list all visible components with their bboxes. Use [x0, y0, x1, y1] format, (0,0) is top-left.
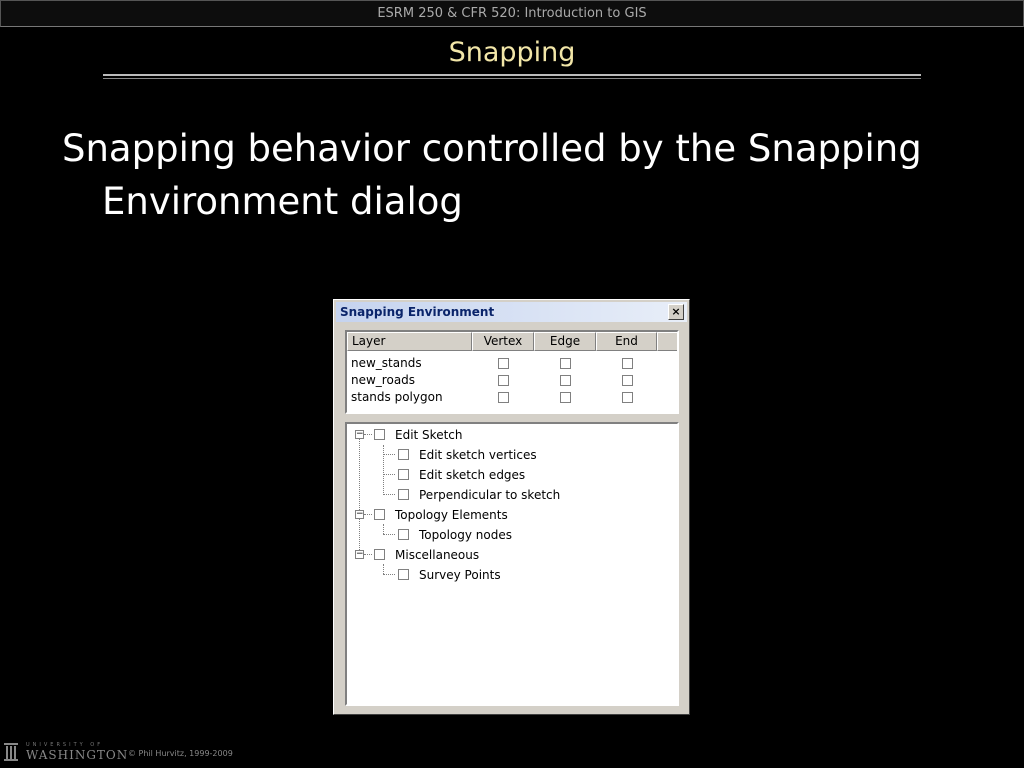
bullet-text — [62, 122, 962, 228]
tree-branch-line — [383, 574, 395, 575]
tree-branch-line — [383, 454, 395, 455]
university-name: WASHINGTON — [26, 748, 129, 762]
vertex-checkbox[interactable] — [498, 358, 509, 369]
dialog-titlebar[interactable] — [336, 302, 687, 322]
tree-branch-line — [383, 524, 384, 534]
tree-label-edit-sketch-vertices: Edit sketch vertices — [419, 448, 537, 462]
column-header-layer[interactable]: Layer — [347, 332, 472, 351]
column-header-end[interactable]: End — [596, 332, 657, 351]
tree-label-edit-sketch-edges: Edit sketch edges — [419, 468, 526, 482]
snapping-tree — [345, 422, 679, 706]
layer-name: stands polygon — [351, 390, 443, 404]
end-checkbox[interactable] — [622, 358, 633, 369]
course-header: ESRM 250 & CFR 520: Introduction to GIS — [0, 0, 1024, 27]
tree-branch-line — [364, 514, 372, 515]
collapse-icon[interactable]: − — [356, 429, 364, 439]
tree-branch-line — [383, 474, 395, 475]
title-divider — [103, 74, 921, 76]
tree-branch-line — [383, 494, 395, 495]
end-checkbox[interactable] — [622, 375, 633, 386]
layer-name: new_roads — [351, 373, 416, 387]
close-icon: × — [671, 305, 681, 318]
bullet-line-2: Environment dialog — [102, 180, 463, 223]
collapse-icon[interactable]: − — [356, 549, 364, 559]
collapse-icon[interactable]: − — [356, 509, 364, 519]
topology-nodes-checkbox[interactable] — [398, 529, 409, 540]
tree-root-line — [359, 438, 360, 556]
edit-sketch-edges-checkbox[interactable] — [398, 469, 409, 480]
university-column-icon — [4, 742, 18, 762]
dialog-title: Snapping Environment — [340, 305, 495, 319]
close-button[interactable] — [668, 304, 684, 320]
edge-checkbox[interactable] — [560, 375, 571, 386]
tree-label-miscellaneous: Miscellaneous — [395, 548, 480, 562]
end-checkbox[interactable] — [622, 392, 633, 403]
university-small-text: UNIVERSITY OF — [26, 742, 104, 748]
edit-sketch-vertices-checkbox[interactable] — [398, 449, 409, 460]
tree-label-edit-sketch: Edit Sketch — [395, 428, 463, 442]
edge-checkbox[interactable] — [560, 392, 571, 403]
tree-label-survey-points: Survey Points — [419, 568, 501, 582]
tree-label-topology-elements: Topology Elements — [395, 508, 508, 522]
slide-title: Snapping — [448, 37, 576, 68]
miscellaneous-checkbox[interactable] — [374, 549, 385, 560]
tree-branch-line — [383, 534, 395, 535]
vertex-checkbox[interactable] — [498, 392, 509, 403]
tree-branch-line — [364, 554, 372, 555]
tree-branch-line — [383, 445, 384, 495]
table-row — [347, 372, 677, 389]
copyright-text: © Phil Hurvitz, 1999-2009 — [128, 749, 233, 758]
snapping-environment-dialog — [333, 299, 690, 715]
title-divider-thin — [103, 78, 921, 79]
tree-label-topology-nodes: Topology nodes — [419, 528, 512, 542]
tree-label-perpendicular: Perpendicular to sketch — [419, 488, 561, 502]
vertex-checkbox[interactable] — [498, 375, 509, 386]
tree-branch-line — [383, 564, 384, 574]
column-header-vertex[interactable]: Vertex — [472, 332, 534, 351]
edge-checkbox[interactable] — [560, 358, 571, 369]
column-header-filler — [657, 332, 677, 351]
tree-branch-line — [364, 434, 372, 435]
layer-name: new_stands — [351, 356, 422, 370]
edit-sketch-checkbox[interactable] — [374, 429, 385, 440]
bullet-line-1: Snapping behavior controlled by the Snapping — [62, 127, 922, 170]
table-header — [347, 332, 677, 352]
survey-points-checkbox[interactable] — [398, 569, 409, 580]
column-header-edge[interactable]: Edge — [534, 332, 596, 351]
perpendicular-checkbox[interactable] — [398, 489, 409, 500]
table-row — [347, 389, 677, 406]
table-row — [347, 355, 677, 372]
topology-elements-checkbox[interactable] — [374, 509, 385, 520]
layer-table — [345, 330, 679, 414]
